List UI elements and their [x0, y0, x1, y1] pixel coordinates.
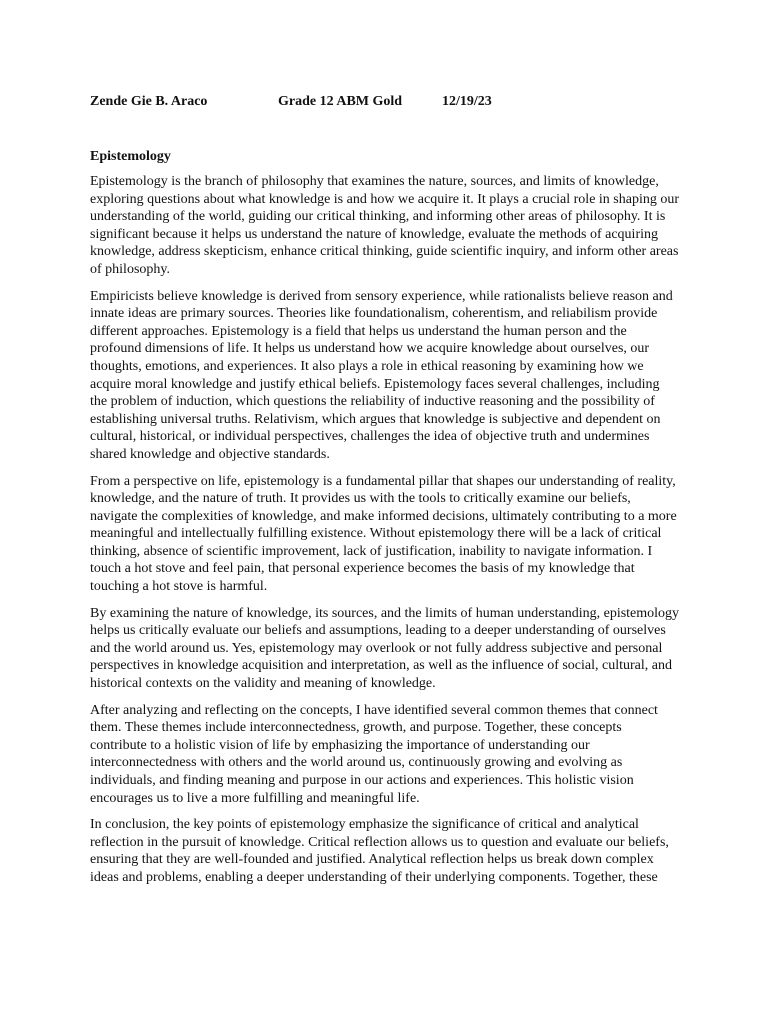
paragraph: Empiricists believe knowledge is derived from sensory experience, while rationalists believe reason and innate ideas are primary sources. Theories like foundationalism, coherentism, and reliabilism provide different approaches. Epistemology is a field that helps us understand the human person and the profound dimensions of life. It helps us understand how we acquire knowledge about ourselves, our thoughts, emotions, and experiences. It also plays a role in ethical reasoning by examining how we acquire moral knowledge and justify ethical beliefs. Epistemology faces several challenges, including the problem of induction, which questions the reliability of inductive reasoning and the possibility of establishing universal truths. Relativism, which argues that knowledge is subjective and dependent on cultural, historical, or individual perspectives, challenges the idea of objective truth and undermines shared knowledge and objective standards. [90, 288, 673, 462]
paragraph: Epistemology is the branch of philosophy that examines the nature, sources, and limits of knowledge, exploring questions about what knowledge is and how we acquire it. It plays a crucial role in shaping our understanding of the world, guiding our critical thinking, and informing other areas of philosophy. It is significant because it helps us understand the nature of knowledge, evaluate the methods of acquiring knowledge, address skepticism, enhance critical thinking, guide scientific inquiry, and inform other areas of philosophy. [90, 174, 680, 277]
grade-section: Grade 12 ABM Gold [278, 94, 403, 109]
paragraph: After analyzing and reflecting on the concepts, I have identified several common themes that connect them. These themes include interconnectedness, growth, and purpose. Together, these concepts contribute to a holistic vision of life by emphasizing the importance of understanding our interconnectedness with others and the world around us, continuously growing and evolving as individuals, and finding meaning and purpose in our actions and experiences. This holistic vision encourages us to live a more fulfilling and meaningful life. [90, 702, 658, 806]
document-body [90, 147, 680, 896]
paragraph: By examining the nature of knowledge, its sources, and the limits of human understanding, epistemology helps us critically evaluate our beliefs and assumptions, leading to a deeper understanding of ourselves and the world around us. Yes, epistemology may overlook or not fully address subjective and personal perspectives in knowledge acquisition and interpretation, as well as the influence of social, cultural, and historical contexts on the validity and meaning of knowledge. [90, 605, 680, 692]
author-name: Zende Gie B. Araco [90, 94, 208, 109]
document-header [90, 92, 690, 112]
paragraph: From a perspective on life, epistemology is a fundamental pillar that shapes our understanding of reality, knowledge, and the nature of truth. It provides us with the tools to critically examine our beliefs, navigate the complexities of knowledge, and make informed decisions, ultimately contributing to a more meaningful and intellectually fulfilling existence. Without epistemology there will be a lack of critical thinking, absence of scientific improvement, lack of justification, inability to navigate information. I touch a hot stove and feel pain, that personal experience becomes the basis of my knowledge that touching a hot stove is harmful. [90, 473, 677, 595]
document-title: Epistemology [90, 149, 171, 164]
paragraph: In conclusion, the key points of epistemology emphasize the significance of critical and analytical reflection in the pursuit of knowledge. Critical reflection allows us to question and evaluate our beliefs, ensuring that they are well-founded and justified. Analytical reflection helps us break down complex ideas and problems, enabling a deeper understanding of their underlying components. Together, these [90, 817, 669, 885]
document-date: 12/19/23 [442, 94, 492, 109]
